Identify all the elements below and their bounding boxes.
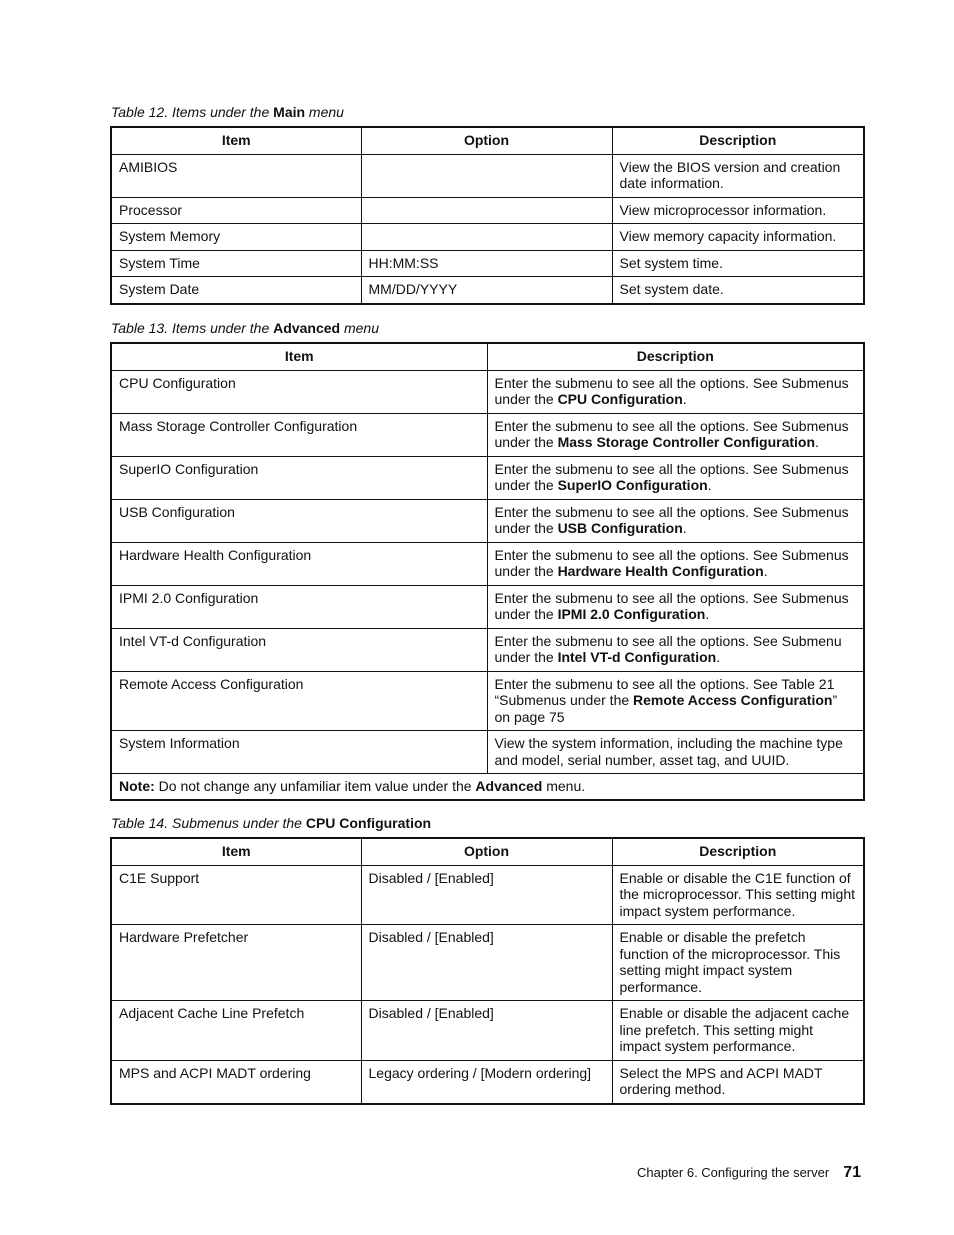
- column-header-description: Description: [612, 838, 864, 865]
- description-cell: [487, 671, 864, 731]
- table-row: [111, 1060, 864, 1104]
- item-cell: USB Configuration: [111, 499, 487, 542]
- submenu-name: USB Configuration: [557, 520, 683, 536]
- note-cell: [111, 774, 864, 800]
- description-cell: [487, 585, 864, 628]
- table-row: [111, 413, 864, 456]
- description-text: .: [815, 434, 819, 450]
- item-cell: Hardware Health Configuration: [111, 542, 487, 585]
- description-text: Enter the submenu to see all the options. See Submenus under the: [494, 460, 849, 493]
- item-cell: Processor: [111, 197, 361, 224]
- table-row: [111, 197, 864, 224]
- item-cell: System Memory: [111, 224, 361, 251]
- item-cell: System Information: [111, 731, 487, 774]
- table13-caption: [111, 320, 379, 336]
- table-row: [111, 585, 864, 628]
- note-text: Do not change any unfamiliar item value under the: [154, 778, 476, 794]
- column-header-item: Item: [111, 838, 361, 865]
- option-cell: HH:MM:SS: [361, 250, 612, 277]
- table-row: [111, 628, 864, 671]
- option-cell: Disabled / [Enabled]: [361, 925, 612, 1001]
- caption-text: Table 12. Items under the: [111, 104, 274, 120]
- table-row: [111, 277, 864, 304]
- column-header-description: Description: [487, 343, 864, 370]
- table-row: [111, 731, 864, 774]
- description-text: Enter the submenu to see all the options. See Submenu under the: [494, 632, 842, 665]
- item-cell: AMIBIOS: [111, 154, 361, 197]
- caption-text: menu: [340, 320, 379, 336]
- column-header-item: Item: [111, 343, 487, 370]
- description-cell: Enable or disable the prefetch function of the microprocessor. This setting might impact system performance.: [612, 925, 864, 1001]
- description-text: View the system information, including the machine type and model, serial number, asset tag, and UUID.: [494, 735, 843, 768]
- table13: [110, 342, 865, 801]
- option-cell: MM/DD/YYYY: [361, 277, 612, 304]
- description-text: .: [682, 391, 687, 407]
- description-text: Enter the submenu to see all the options. See Submenus under the: [494, 503, 849, 536]
- table-header-row: [111, 127, 864, 154]
- caption-text: Table 14. Submenus under the: [111, 815, 306, 831]
- description-text: .: [682, 520, 687, 536]
- table-row: [111, 250, 864, 277]
- option-cell: [361, 154, 612, 197]
- description-cell: [487, 542, 864, 585]
- item-cell: Hardware Prefetcher: [111, 925, 361, 1001]
- description-text: Enter the submenu to see all the options. See Submenus under the: [494, 589, 849, 622]
- caption-text: menu: [305, 104, 344, 120]
- description-cell: [487, 499, 864, 542]
- table-header-row: [111, 838, 864, 865]
- item-cell: Intel VT-d Configuration: [111, 628, 487, 671]
- item-cell: SuperIO Configuration: [111, 456, 487, 499]
- table-row: [111, 456, 864, 499]
- description-text: Enter the submenu to see all the options. See Submenus under the: [494, 546, 849, 579]
- description-text: ” on page 75: [494, 692, 838, 725]
- note-label: Note:: [119, 778, 155, 794]
- table-row: [111, 865, 864, 925]
- table-row: [111, 154, 864, 197]
- option-cell: Disabled / [Enabled]: [361, 1001, 612, 1061]
- caption-bold-text: CPU Configuration: [305, 815, 432, 831]
- column-header-option: Option: [361, 838, 612, 865]
- description-cell: Set system time.: [612, 250, 864, 277]
- option-cell: [361, 224, 612, 251]
- description-cell: [487, 628, 864, 671]
- caption-text: Table 13. Items under the: [111, 320, 274, 336]
- item-cell: System Time: [111, 250, 361, 277]
- column-header-option: Option: [361, 127, 612, 154]
- column-header-description: Description: [612, 127, 864, 154]
- description-cell: [487, 370, 864, 413]
- chapter-title: Chapter 6. Configuring the server: [636, 1165, 830, 1180]
- caption-bold-text: Advanced: [273, 320, 341, 336]
- description-cell: View memory capacity information.: [612, 224, 864, 251]
- option-cell: Disabled / [Enabled]: [361, 865, 612, 925]
- item-cell: System Date: [111, 277, 361, 304]
- note-menu-name: Advanced: [475, 778, 543, 794]
- table-row: [111, 370, 864, 413]
- description-text: .: [705, 606, 710, 622]
- table-header-row: [111, 343, 864, 370]
- item-cell: Adjacent Cache Line Prefetch: [111, 1001, 361, 1061]
- option-cell: Legacy ordering / [Modern ordering]: [361, 1060, 612, 1104]
- description-cell: [487, 731, 864, 774]
- table-row: [111, 1001, 864, 1061]
- note-row: [111, 774, 864, 800]
- description-cell: [487, 413, 864, 456]
- submenu-name: IPMI 2.0 Configuration: [557, 606, 706, 622]
- table-row: [111, 499, 864, 542]
- description-text: Enter the submenu to see all the options. See Table 21 “Submenus under the: [494, 675, 835, 708]
- item-cell: C1E Support: [111, 865, 361, 925]
- table14-caption: [111, 815, 431, 831]
- table12-caption: [111, 104, 344, 120]
- description-cell: [487, 456, 864, 499]
- caption-bold-text: Main: [273, 104, 306, 120]
- item-cell: IPMI 2.0 Configuration: [111, 585, 487, 628]
- table12: [110, 126, 865, 305]
- description-text: .: [716, 649, 721, 665]
- description-cell: Enable or disable the C1E function of the microprocessor. This setting might impact system performance.: [612, 865, 864, 925]
- description-cell: Enable or disable the adjacent cache line prefetch. This setting might impact system performance.: [612, 1001, 864, 1061]
- submenu-name: Mass Storage Controller Configuration: [557, 434, 816, 450]
- table-row: [111, 224, 864, 251]
- description-cell: View the BIOS version and creation date information.: [612, 154, 864, 197]
- page-number: 71: [843, 1164, 861, 1181]
- description-cell: Set system date.: [612, 277, 864, 304]
- table-row: [111, 671, 864, 731]
- page-footer: [637, 1163, 861, 1183]
- table-row: [111, 542, 864, 585]
- submenu-name: Hardware Health Configuration: [557, 563, 764, 579]
- description-cell: Select the MPS and ACPI MADT ordering method.: [612, 1060, 864, 1104]
- item-cell: Remote Access Configuration: [111, 671, 487, 731]
- table14: [110, 837, 865, 1105]
- description-text: .: [763, 563, 768, 579]
- description-cell: View microprocessor information.: [612, 197, 864, 224]
- description-text: Enter the submenu to see all the options. See Submenus under the: [494, 417, 849, 450]
- item-cell: MPS and ACPI MADT ordering: [111, 1060, 361, 1104]
- submenu-name: Remote Access Configuration: [633, 692, 833, 708]
- submenu-name: Intel VT-d Configuration: [557, 649, 717, 665]
- column-header-item: Item: [111, 127, 361, 154]
- description-text: .: [707, 477, 712, 493]
- description-text: Enter the submenu to see all the options. See Submenus under the: [494, 374, 849, 407]
- table-row: [111, 925, 864, 1001]
- option-cell: [361, 197, 612, 224]
- item-cell: Mass Storage Controller Configuration: [111, 413, 487, 456]
- submenu-name: SuperIO Configuration: [557, 477, 708, 493]
- item-cell: CPU Configuration: [111, 370, 487, 413]
- note-text: menu.: [542, 778, 586, 794]
- submenu-name: CPU Configuration: [557, 391, 683, 407]
